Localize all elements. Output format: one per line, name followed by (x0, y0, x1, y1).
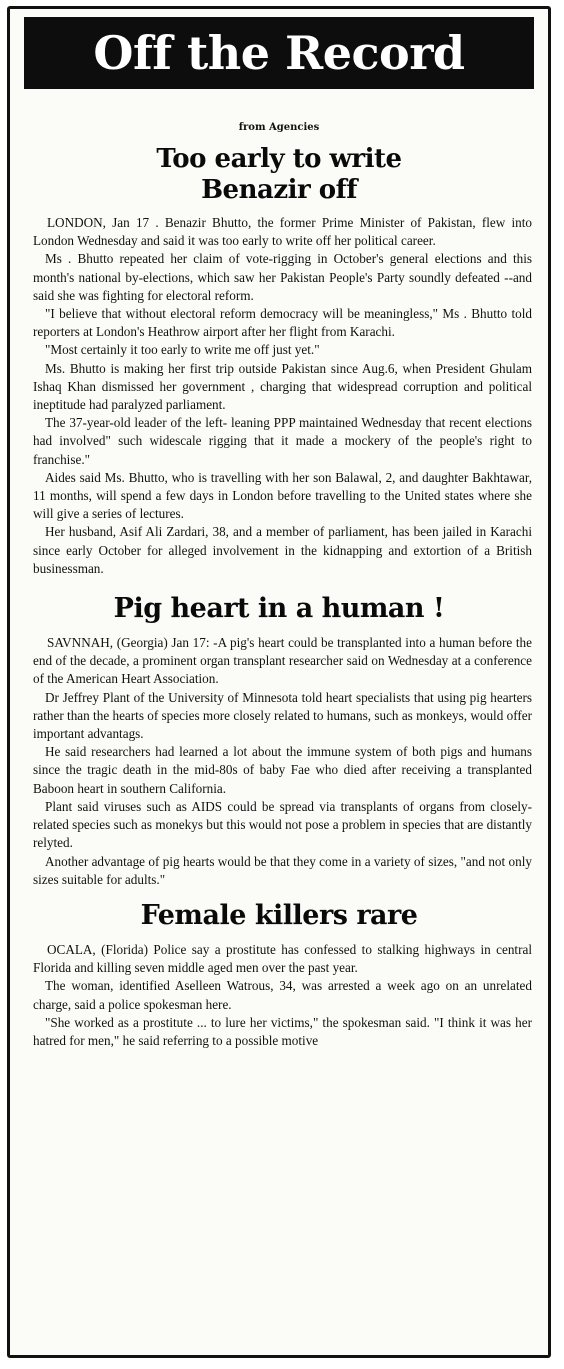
story-paragraph: Dr Jeffrey Plant of the University of Minnesota told heart specialists that using pig hearters rather than the hearts of species more closely related to humans, such as monkeys, would offer important advantags. (33, 689, 532, 742)
masthead-banner (24, 17, 534, 89)
story-3-headline: Female killers rare (140, 899, 418, 931)
story-1-headline-line-1: Too early to write (156, 144, 402, 174)
story-paragraph: OCALA, (Florida) Police say a prostitute has confessed to stalking highways in central Florida and killing seven middle aged men over the past year. (33, 941, 532, 976)
story-1-body (10, 214, 548, 578)
story-paragraph: Ms. Bhutto is making her first trip outside Pakistan since Aug.6, when President Ghulam Ishaq Khan dismissed her government , charging that widespread corruption and political ineptitude had paralyzed parliament. (33, 360, 532, 413)
source-credit: from Agencies (238, 122, 320, 133)
story-2-body (10, 634, 548, 889)
story-3-body (10, 941, 548, 1050)
story-paragraph: Aides said Ms. Bhutto, who is travelling with her son Balawal, 2, and daughter Bakhtawar, 11 months, will spend a few days in London before travelling to the United states where she will give a series of lectures. (33, 469, 532, 522)
story-paragraph: SAVNNAH, (Georgia) Jan 17: -A pig's heart could be transplanted into a human before the end of the decade, a prominent organ transplant researcher said on Wednesday at a conference of the American Heart Association. (33, 635, 532, 687)
story-paragraph: The woman, identified Aselleen Watrous, 34, was arrested a week ago on an unrelated charge, said a police spokesman here. (33, 978, 532, 1012)
story-paragraph: "She worked as a prostitute ... to lure her victims," the spokesman said. "I think it was her hatred for men," he said referring to a possible motive (33, 1014, 532, 1048)
story-paragraph: "I believe that without electoral reform democracy will be meaningless," Ms . Bhutto told reporters at London's Heathrow airport after her flight from Karachi. (33, 306, 532, 340)
newspaper-clipping (7, 6, 551, 1358)
story-paragraph: Plant said viruses such as AIDS could be spread via transplants of organs from closely-related species such as monekys but this would not pose a problem in species that are distantly relyted. (33, 798, 532, 851)
story-paragraph: LONDON, Jan 17 . Benazir Bhutto, the former Prime Minister of Pakistan, flew into London Wednesday and said it was too early to write off her political career. (33, 215, 532, 249)
story-1-headline-line-2: Benazir off (201, 175, 357, 205)
masthead-title: Off the Record (93, 26, 465, 80)
story-paragraph: "Most certainly it too early to write me off just yet." (45, 342, 320, 358)
story-paragraph: The 37-year-old leader of the left- leaning PPP maintained Wednesday that recent elections had involved" such widescale rigging that it made a mockery of the people's right to franchise." (33, 415, 532, 467)
story-paragraph: Another advantage of pig hearts would be that they come in a variety of sizes, "and not only sizes suitable for adults." (33, 853, 532, 887)
story-paragraph: Her husband, Asif Ali Zardari, 38, and a member of parliament, has been jailed in Karachi since early October for alleged involvement in the kidnapping and extortion of a British businessman. (33, 524, 532, 576)
story-paragraph: He said researchers had learned a lot about the immune system of both pigs and humans since the tragic death in the mid-80s of baby Fae who died after receiving a transplanted Baboon heart in southern California. (33, 744, 532, 796)
story-paragraph: Ms . Bhutto repeated her claim of vote-rigging in October's general elections and this month's national by-elections, which saw her Pakistan People's Party soundly defeated --and said she was fighting for electoral reform. (33, 251, 532, 303)
story-2-headline: Pig heart in a human ! (113, 593, 445, 625)
